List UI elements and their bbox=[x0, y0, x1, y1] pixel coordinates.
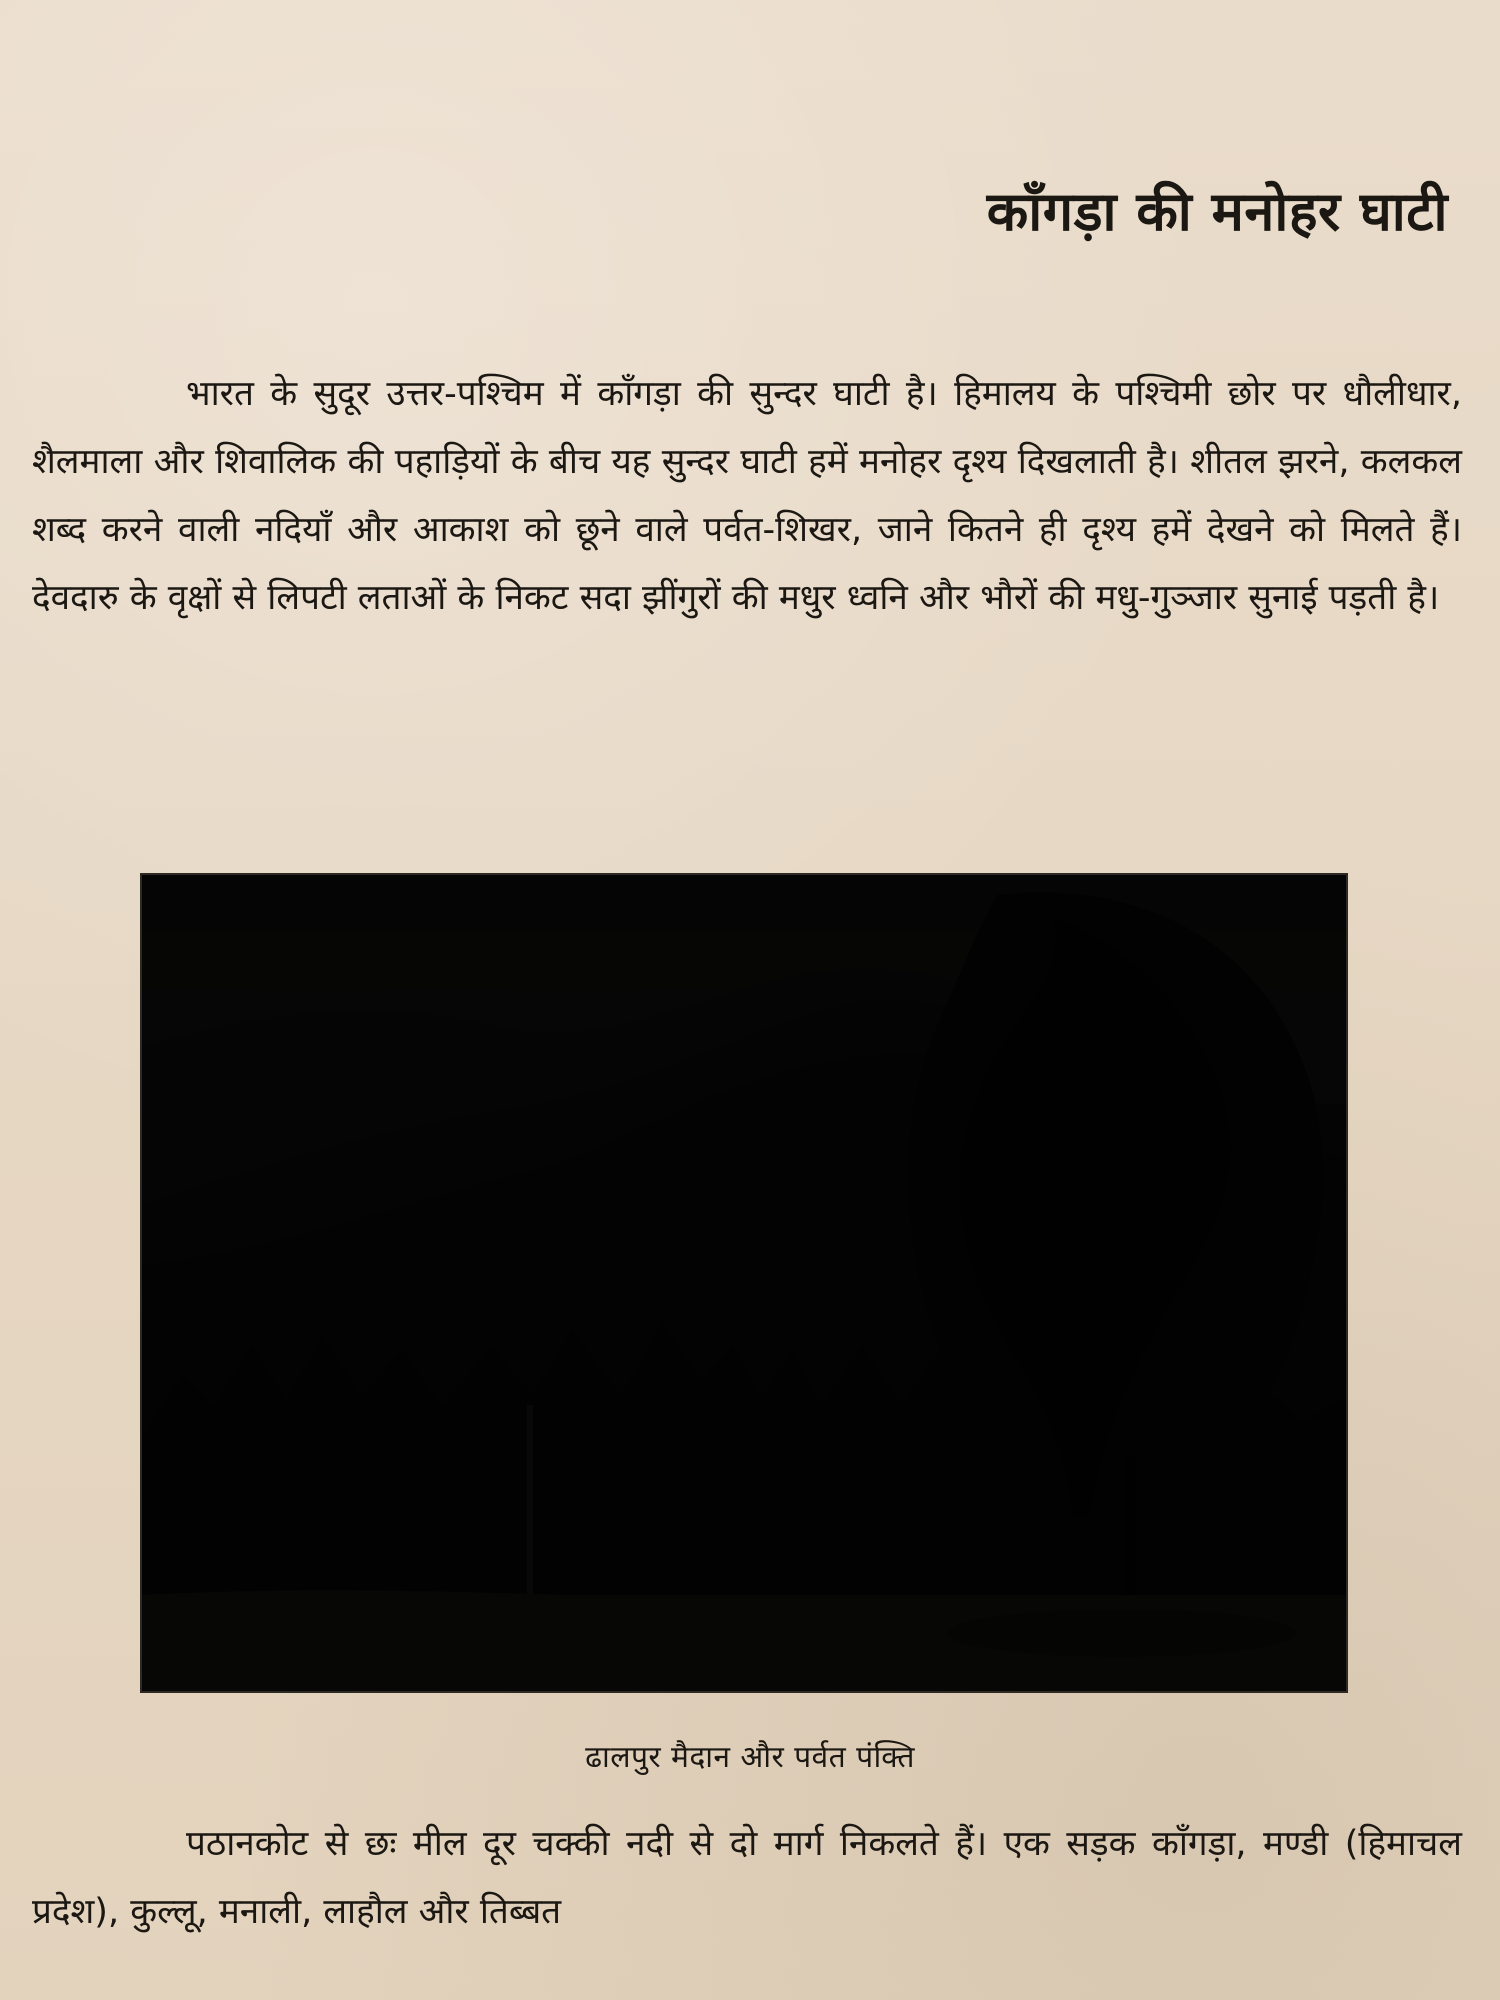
photo-caption: ढालपुर मैदान और पर्वत पंक्ति bbox=[585, 1740, 915, 1775]
paragraph-route: पठानकोट से छः मील दूर चक्की नदी से दो मार्ग निकलते हैं। एक सड़क काँगड़ा, मण्डी (हिमाचल प्रदेश), कुल्लू, मनाली, लाहौल और तिब्बत bbox=[32, 1824, 1462, 1932]
valley-photo-illustration bbox=[142, 875, 1346, 1691]
valley-photo bbox=[140, 873, 1348, 1693]
paragraph-intro: भारत के सुदूर उत्तर-पश्चिम में काँगड़ा की सुन्दर घाटी है। हिमालय के पश्चिमी छोर पर धौलीधार, शैलमाला और शिवालिक की पहाड़ियों के बीच यह सुन्दर घाटी हमें मनोहर दृश्य दिखलाती है। शीतल झरने, कलकल शब्द करने वाली नदियाँ और आकाश को छूने वाले पर्वत-शिखर, जाने कितने ही दृश्य हमें देखने को मिलते हैं। देवदारु के वृक्षों से लिपटी लताओं के निकट सदा झींगुरों की मधुर ध्वनि और भौरों की मधु-गुञ्जार सुनाई पड़ती है। bbox=[32, 374, 1462, 618]
page-title: काँगड़ा की मनोहर घाटी bbox=[986, 180, 1448, 243]
